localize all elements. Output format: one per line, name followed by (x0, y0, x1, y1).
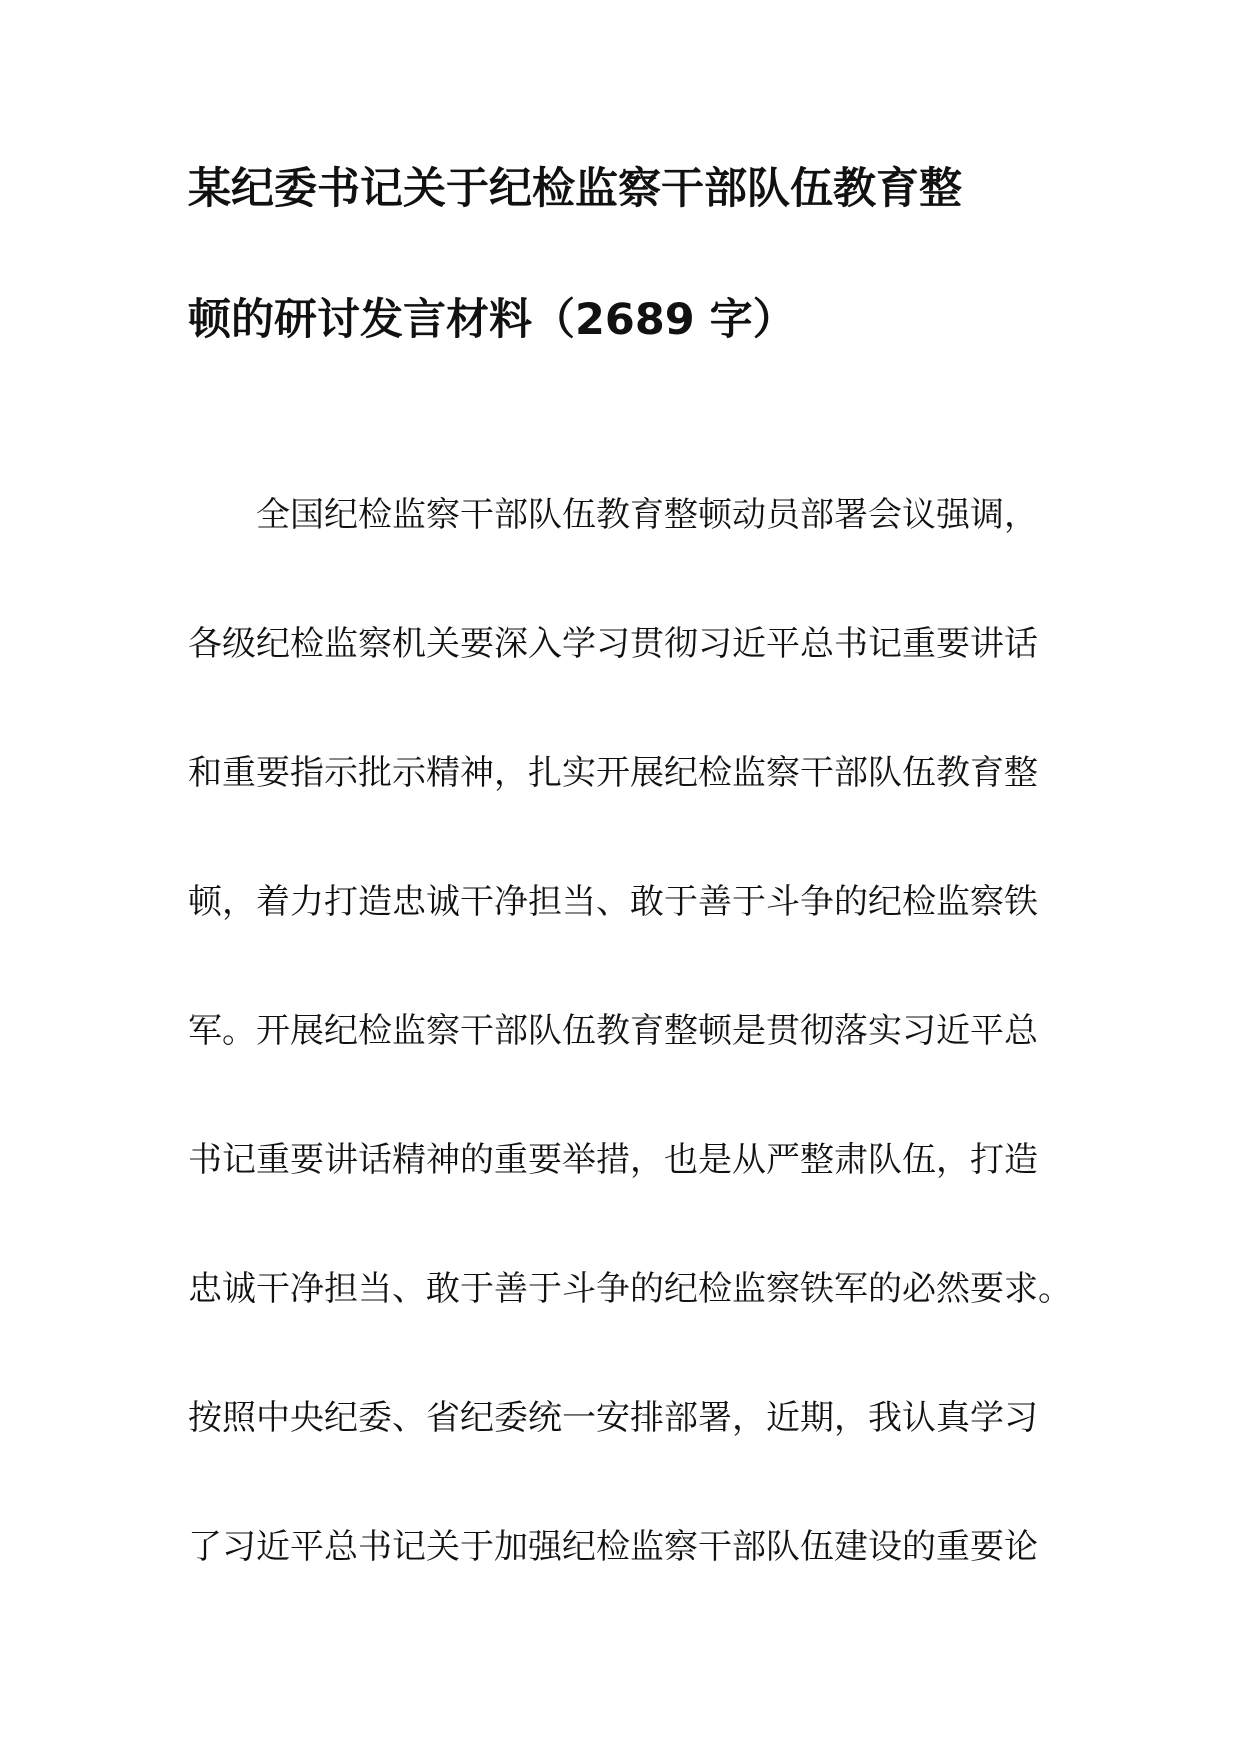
document-body (188, 495, 1088, 1656)
body-line-8: 按照中央纪委、省纪委统一安排部署，近期，我认真学习 (188, 1398, 1038, 1438)
title-line-2: 顿的研讨发言材料（2689 字） (188, 295, 796, 345)
body-line-6: 书记重要讲话精神的重要举措，也是从严整肃队伍，打造 (188, 1140, 1038, 1180)
body-line-1: 全国纪检监察干部队伍教育整顿动员部署会议强调， (256, 495, 1038, 535)
body-line-2: 各级纪检监察机关要深入学习贯彻习近平总书记重要讲话 (188, 624, 1038, 664)
body-line-7: 忠诚干净担当、敢于善于斗争的纪检监察铁军的必然要求。 (188, 1269, 1072, 1309)
body-line-5: 军。开展纪检监察干部队伍教育整顿是贯彻落实习近平总 (188, 1011, 1038, 1051)
title-line-1: 某纪委书记关于纪检监察干部队伍教育整 (188, 164, 962, 214)
document-title (188, 165, 1088, 344)
body-line-3: 和重要指示批示精神，扎实开展纪检监察干部队伍教育整 (188, 753, 1038, 793)
body-line-4: 顿，着力打造忠诚干净担当、敢于善于斗争的纪检监察铁 (188, 882, 1038, 922)
body-line-9: 了习近平总书记关于加强纪检监察干部队伍建设的重要论 (188, 1527, 1038, 1567)
